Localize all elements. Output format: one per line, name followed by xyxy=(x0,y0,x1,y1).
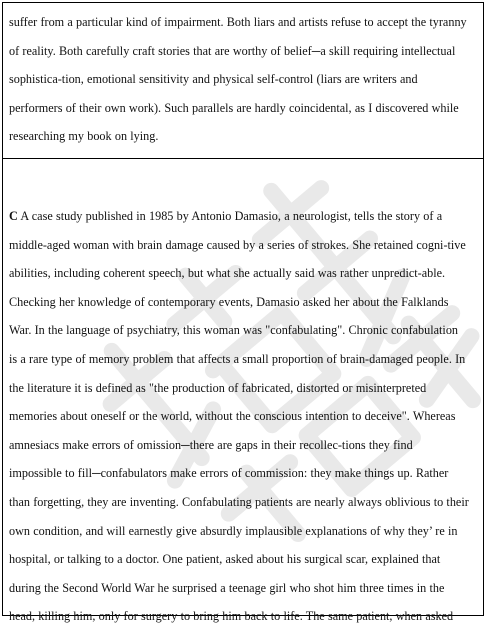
paragraph-2 xyxy=(9,202,481,631)
document-page xyxy=(2,2,484,624)
paragraph-label: C xyxy=(9,209,18,223)
text-line: the literature it is defined as "the production of fabricated, distorted or misinterpreted xyxy=(9,380,427,395)
text-line: suffer from a particular kind of impairment. Both liars and artists refuse to accept the tyranny xyxy=(9,15,467,29)
text-line: amnesiacs make errors of omission─there are gaps in their recollec-tions they find xyxy=(9,437,413,452)
paragraph-1 xyxy=(9,8,481,151)
text-line: War. In the language of psychiatry, this woman was "confabulating". Chronic confabulation xyxy=(9,323,459,338)
text-line: memories about oneself or the world, without the conscious intention to deceive". Whereas xyxy=(9,409,456,424)
text-line: middle-aged woman with brain damage caused by a series of strokes. She retained cogni-tive xyxy=(9,237,466,252)
text-line: of reality. Both carefully craft stories that are worthy of belief─a skill requiring intellectual xyxy=(9,43,456,58)
text-line-rest: A case study published in 1985 by Antonio Damasio, a neurologist, tells the story of a xyxy=(17,209,443,223)
text-line: hospital, or talking to a doctor. One patient, asked about his surgical scar, explained that xyxy=(9,552,441,567)
text-line: during the Second World War he surprised a teenage girl who shot him three times in the xyxy=(9,580,445,595)
text-line: Checking her knowledge of contemporary events, Damasio asked her about the Falklands xyxy=(9,294,449,309)
text-line: head, killing him, only for surgery to bring him back to life. The same patient, when asked xyxy=(9,609,454,624)
section-divider xyxy=(3,158,483,159)
text-line: is a rare type of memory problem that affects a small proportion of brain-damaged people. In xyxy=(9,351,466,366)
text-line: performers of their own work). Such parallels are hardly coincidental, as I discovered while xyxy=(9,100,459,115)
text-line: impossible to fill─confabulators make errors of commission: they make things up. Rather xyxy=(9,466,449,481)
text-line: abilities, including coherent speech, but what she actually said was rather unpredict-able. xyxy=(9,266,446,281)
text-line: sophistica-tion, emotional sensitivity and physical self-control (liars are writers and xyxy=(9,72,418,87)
text-line xyxy=(9,202,481,231)
text-line: than forgetting, they are inventing. Confabulating patients are nearly always oblivious to their xyxy=(9,494,469,509)
text-line: researching my book on lying. xyxy=(9,129,159,144)
text-line: own condition, and will earnestly give absurdly implausible explanations of why they’ re in xyxy=(9,523,458,538)
